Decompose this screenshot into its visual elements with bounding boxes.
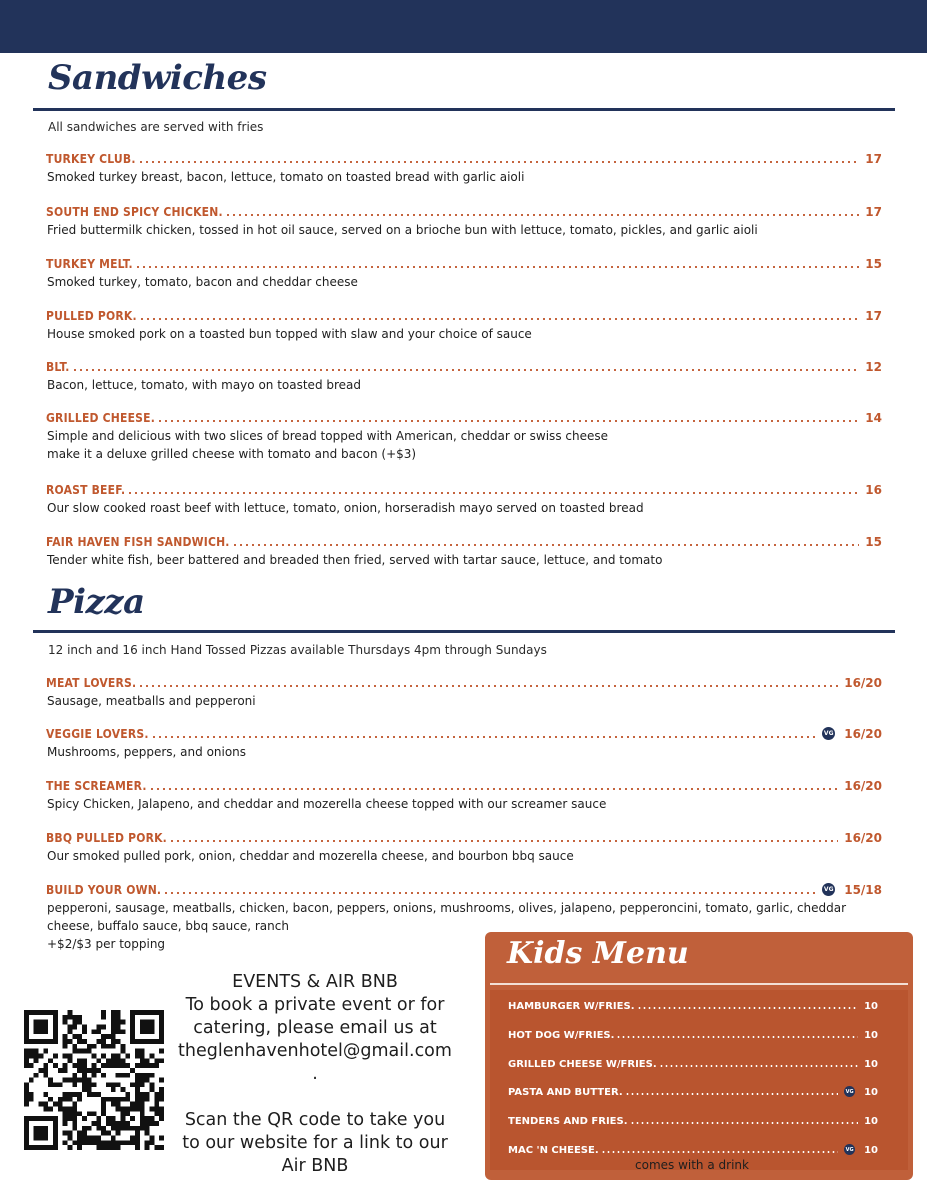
qr-code-icon[interactable] <box>24 1010 164 1150</box>
kids-menu-list <box>490 990 908 1170</box>
kids-menu-item <box>508 1142 878 1156</box>
menu-item-description <box>47 795 606 813</box>
dot-leader <box>72 369 860 371</box>
menu-item-name: TURKEY CLUB. <box>46 152 136 166</box>
menu-item-price: 16/20 <box>844 727 882 741</box>
events-line: Scan the QR code to take you <box>184 1110 446 1130</box>
kids-item-price: 10 <box>864 1001 878 1012</box>
menu-item-description <box>47 221 758 239</box>
dot-leader <box>138 685 838 687</box>
kids-menu-item <box>508 1027 878 1041</box>
menu-item-price: 15 <box>865 535 882 549</box>
description-line: Our slow cooked roast beef with lettuce, tomato, onion, horseradish mayo served on toasted bread <box>47 501 644 515</box>
menu-item-header <box>46 255 882 271</box>
menu-item-description <box>47 743 246 761</box>
dot-leader <box>601 1151 838 1153</box>
dot-leader <box>169 840 838 842</box>
dot-leader <box>139 318 859 320</box>
kids-item-price: 10 <box>864 1116 878 1127</box>
menu-item-header <box>46 203 882 219</box>
menu-item-description <box>47 847 574 865</box>
menu-item-header <box>46 829 882 845</box>
pizza-intro: 12 inch and 16 inch Hand Tossed Pizzas available Thursdays 4pm through Sundays <box>48 643 547 657</box>
dot-leader <box>138 161 860 163</box>
kids-menu-item <box>508 1084 878 1098</box>
pizza-divider <box>33 630 895 633</box>
dot-leader <box>625 1093 838 1095</box>
description-line: Bacon, lettuce, tomato, with mayo on toasted bread <box>47 378 362 392</box>
description-line: Mushrooms, peppers, and onions <box>47 745 247 759</box>
dot-leader <box>225 214 860 216</box>
sandwiches-divider <box>33 108 895 111</box>
dot-leader <box>149 788 839 790</box>
description-line: Smoked turkey, tomato, bacon and cheddar cheese <box>47 275 358 289</box>
menu-item-header <box>46 481 882 497</box>
top-banner <box>0 0 927 53</box>
menu-item-description <box>47 427 608 463</box>
menu-item-price: 15 <box>865 257 882 271</box>
events-line: . <box>312 1064 318 1084</box>
kids-menu-divider <box>490 983 908 985</box>
menu-item-price: 17 <box>865 152 882 166</box>
kids-menu-item <box>508 998 878 1012</box>
dot-leader <box>659 1065 858 1067</box>
description-line: pepperoni, sausage, meatballs, chicken, bacon, peppers, onions, mushrooms, olives, jalapeno, pepperoncini, tomato, garlic, cheddar <box>47 901 847 915</box>
sandwiches-heading: Sandwiches <box>48 58 267 98</box>
kids-item-name: HOT DOG W/FRIES. <box>508 1030 615 1041</box>
menu-item-name: ROAST BEEF. <box>46 483 126 497</box>
events-line: Air BNB <box>281 1156 349 1176</box>
events-line: EVENTS & AIR BNB <box>232 972 398 992</box>
description-line: Tender white fish, beer battered and breaded then fried, served with tartar sauce, lettuce, and tomato <box>47 553 663 567</box>
menu-item-name: BLT. <box>46 360 70 374</box>
menu-item-name: FAIR HAVEN FISH SANDWICH. <box>46 535 230 549</box>
events-line: theglenhavenhotel@gmail.com <box>178 1041 452 1061</box>
dot-leader <box>163 892 816 894</box>
menu-item-name: MEAT LOVERS. <box>46 676 137 690</box>
menu-item-name: PULLED PORK. <box>46 309 137 323</box>
dot-leader <box>616 1036 858 1038</box>
sandwiches-intro: All sandwiches are served with fries <box>48 120 264 134</box>
kids-menu-item <box>508 1056 878 1070</box>
kids-item-name: HAMBURGER W/FRIES. <box>508 1001 635 1012</box>
kids-item-price: 10 <box>864 1087 878 1098</box>
menu-item-name: BUILD YOUR OWN. <box>46 883 162 897</box>
description-line: House smoked pork on a toasted bun topped with slaw and your choice of sauce <box>47 327 532 341</box>
menu-item-description <box>47 376 361 394</box>
description-line: cheese, buffalo sauce, bbq sauce, ranch <box>47 919 289 933</box>
menu-item-description <box>47 273 358 291</box>
menu-item-header <box>46 725 882 741</box>
vegetarian-badge-icon: VG <box>822 883 835 896</box>
menu-item-price: 16/20 <box>844 779 882 793</box>
kids-item-name: TENDERS AND FRIES. <box>508 1116 628 1127</box>
menu-item-name: THE SCREAMER. <box>46 779 147 793</box>
menu-item-price: 16 <box>865 483 882 497</box>
dot-leader <box>151 736 817 738</box>
menu-item-price: 14 <box>865 411 882 425</box>
menu-item-name: VEGGIE LOVERS. <box>46 727 149 741</box>
menu-item-price: 15/18 <box>844 883 882 897</box>
menu-item-header <box>46 674 882 690</box>
kids-item-price: 10 <box>864 1145 878 1156</box>
menu-item-description <box>47 168 524 186</box>
menu-item-header <box>46 307 882 323</box>
menu-item-description <box>47 551 662 569</box>
dot-leader <box>630 1122 859 1124</box>
kids-item-price: 10 <box>864 1059 878 1070</box>
vegetarian-badge-icon: VG <box>844 1144 855 1155</box>
menu-item-price: 16/20 <box>844 831 882 845</box>
description-line: Smoked turkey breast, bacon, lettuce, tomato on toasted bread with garlic aioli <box>47 170 525 184</box>
events-line <box>170 1086 460 1109</box>
menu-item-header <box>46 150 882 166</box>
kids-item-price: 10 <box>864 1030 878 1041</box>
dot-leader <box>157 420 859 422</box>
pizza-heading: Pizza <box>48 582 145 622</box>
dot-leader <box>135 266 859 268</box>
menu-item-name: BBQ PULLED PORK. <box>46 831 167 845</box>
vegetarian-badge-icon: VG <box>844 1086 855 1097</box>
dot-leader <box>637 1007 859 1009</box>
menu-item-description <box>47 692 256 710</box>
kids-item-name: MAC 'N CHEESE. <box>508 1145 599 1156</box>
menu-item-header <box>46 881 882 897</box>
menu-item-name: SOUTH END SPICY CHICKEN. <box>46 205 223 219</box>
menu-item-price: 17 <box>865 309 882 323</box>
menu-item-header <box>46 409 882 425</box>
menu-item-header <box>46 777 882 793</box>
menu-item-price: 17 <box>865 205 882 219</box>
events-info <box>170 971 460 1178</box>
kids-menu-item <box>508 1113 878 1127</box>
menu-item-description <box>47 325 532 343</box>
kids-menu-heading: Kids Menu <box>507 936 689 971</box>
menu-item-name: TURKEY MELT. <box>46 257 133 271</box>
description-line: Simple and delicious with two slices of bread topped with American, cheddar or swiss cheese <box>47 429 608 443</box>
description-line: Our smoked pulled pork, onion, cheddar and mozerella cheese, and bourbon bbq sauce <box>47 849 574 863</box>
dot-leader <box>232 544 860 546</box>
menu-item-description <box>47 499 644 517</box>
menu-item-name: GRILLED CHEESE. <box>46 411 156 425</box>
description-line: Spicy Chicken, Jalapeno, and cheddar and mozerella cheese topped with our screamer sauce <box>47 797 607 811</box>
kids-drink-note: comes with a drink <box>635 1158 749 1172</box>
events-line: to our website for a link to our <box>182 1133 448 1153</box>
menu-item-price: 16/20 <box>844 676 882 690</box>
description-line: Sausage, meatballs and pepperoni <box>47 694 256 708</box>
kids-menu-box <box>485 932 913 1180</box>
dot-leader <box>127 492 859 494</box>
kids-item-name: GRILLED CHEESE W/FRIES. <box>508 1059 657 1070</box>
events-line: catering, please email us at <box>193 1018 437 1038</box>
description-line: make it a deluxe grilled cheese with tomato and bacon (+$3) <box>47 447 417 461</box>
vegetarian-badge-icon: VG <box>822 727 835 740</box>
events-line: To book a private event or for <box>185 995 445 1015</box>
menu-item-header <box>46 533 882 549</box>
description-line: Fried buttermilk chicken, tossed in hot oil sauce, served on a brioche bun with lettuce, tomato, pickles, and garlic aioli <box>47 223 758 237</box>
description-line: +$2/$3 per topping <box>47 937 166 951</box>
kids-item-name: PASTA AND BUTTER. <box>508 1087 623 1098</box>
menu-item-price: 12 <box>865 360 882 374</box>
menu-item-header <box>46 358 882 374</box>
